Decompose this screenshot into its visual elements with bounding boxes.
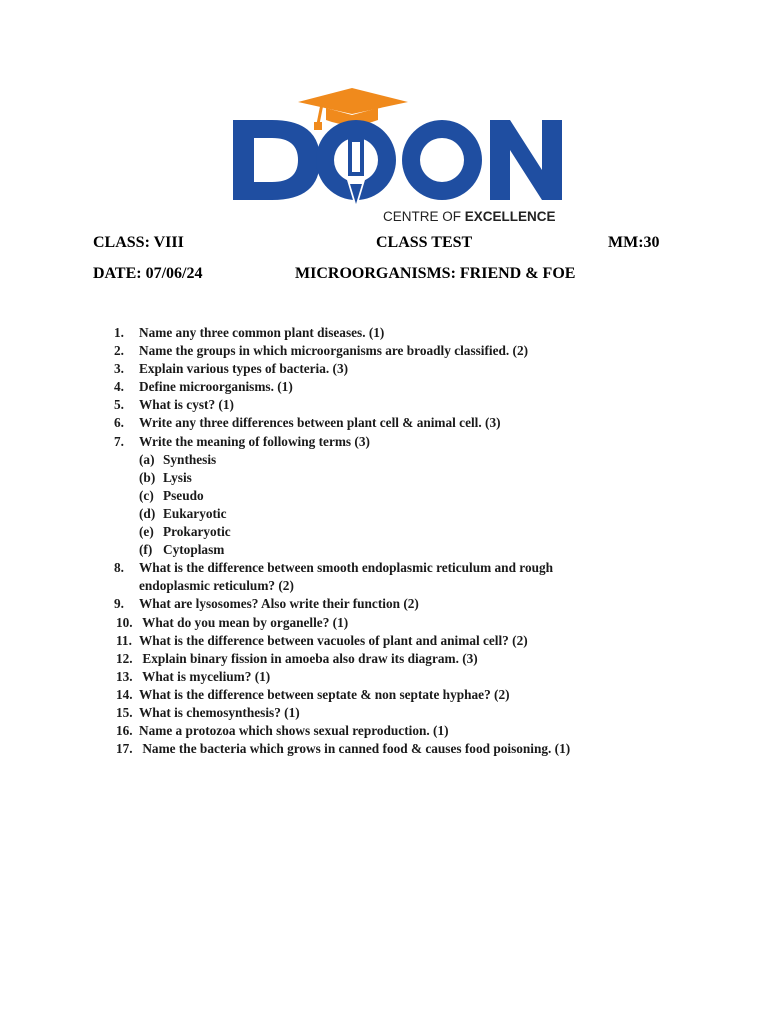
question-item	[110, 740, 670, 758]
question-number: 3.	[114, 361, 124, 377]
question-number: 11.	[116, 632, 132, 648]
question-number: 10.	[116, 614, 133, 630]
question-number: 13.	[116, 668, 133, 684]
question-number: 12.	[116, 650, 133, 666]
question-number: 1.	[114, 325, 124, 340]
subpart-text: Pseudo	[163, 487, 204, 503]
subpart-text: Lysis	[163, 469, 192, 485]
doon-logo	[228, 84, 568, 228]
subpart-label: (f)	[139, 542, 153, 558]
subpart-text: Eukaryotic	[163, 505, 227, 521]
question-number: 17.	[116, 741, 133, 757]
question-list	[110, 324, 670, 758]
test-label: CLASS TEST	[376, 234, 473, 251]
question-number: 15.	[116, 704, 133, 720]
question-item	[110, 378, 670, 396]
question-text: What is cyst? (1)	[139, 397, 234, 413]
question-item	[110, 704, 670, 722]
date-label: DATE: 07/06/24	[93, 265, 203, 282]
question-number: 8.	[114, 560, 124, 576]
subpart-label: (c)	[139, 487, 154, 503]
subpart-item	[139, 487, 670, 505]
question-item	[110, 632, 670, 650]
logo-tagline: CENTRE OF EXCELLENCE	[383, 209, 556, 224]
question-number: 14.	[116, 686, 133, 702]
question-text: Explain binary fission in amoeba also draw its diagram. (3)	[139, 650, 478, 666]
question-text: What is chemosynthesis? (1)	[139, 704, 300, 720]
question-number: 5.	[114, 397, 124, 413]
question-item	[110, 668, 670, 686]
question-text: What is the difference between smooth endoplasmic reticulum and rough	[139, 560, 554, 576]
subpart-item	[139, 469, 670, 487]
subpart-label: (d)	[139, 505, 156, 521]
question-text: Define microorganisms. (1)	[139, 379, 293, 395]
question-text: What is mycelium? (1)	[139, 668, 271, 684]
question-item	[110, 342, 670, 360]
question-item	[110, 433, 670, 560]
question-text: What are lysosomes? Also write their function (2)	[139, 596, 419, 612]
question-item	[110, 650, 670, 668]
question-number: 6.	[114, 415, 124, 431]
subpart-text: Prokaryotic	[163, 524, 231, 540]
question-item	[110, 414, 670, 432]
question-text: Explain various types of bacteria. (3)	[139, 361, 349, 377]
question-text: What is the difference between septate & non septate hyphae? (2)	[139, 686, 510, 702]
question-item	[110, 595, 670, 613]
subpart-list	[139, 451, 670, 560]
question-text: Write the meaning of following terms (3)	[139, 433, 370, 449]
question-item	[110, 360, 670, 378]
question-number: 9.	[114, 596, 124, 612]
question-text: What is the difference between vacuoles of plant and animal cell? (2)	[139, 632, 528, 648]
question-item	[110, 686, 670, 704]
subpart-item	[139, 505, 670, 523]
chapter-title: MICROORGANISMS: FRIEND & FOE	[295, 265, 576, 282]
question-text-continued: endoplasmic reticulum? (2)	[139, 578, 294, 594]
subpart-text: Synthesis	[163, 451, 217, 467]
question-number: 16.	[116, 723, 133, 739]
question-text: Name the groups in which microorganisms are broadly classified. (2)	[139, 343, 529, 359]
subpart-item	[139, 541, 670, 559]
question-number: 2.	[114, 343, 124, 359]
subpart-text: Cytoplasm	[163, 542, 225, 558]
question-number: 7.	[114, 433, 124, 449]
question-item	[110, 559, 670, 595]
question-text: Name a protozoa which shows sexual reproduction. (1)	[139, 723, 449, 739]
question-text: Name the bacteria which grows in canned food & causes food poisoning. (1)	[139, 741, 571, 757]
question-text: What do you mean by organelle? (1)	[139, 614, 349, 630]
question-number: 4.	[114, 379, 124, 395]
max-marks-label: MM:30	[608, 234, 660, 251]
question-item	[110, 722, 670, 740]
question-item	[110, 614, 670, 632]
question-text: Write any three differences between plant cell & animal cell. (3)	[139, 415, 501, 431]
question-item	[110, 324, 670, 342]
subpart-label: (e)	[139, 524, 154, 540]
question-text: Name any three common plant diseases. (1)	[139, 325, 385, 340]
subpart-label: (b)	[139, 469, 156, 485]
question-item	[110, 396, 670, 414]
subpart-item	[139, 451, 670, 469]
class-label: CLASS: VIII	[93, 234, 184, 251]
subpart-item	[139, 523, 670, 541]
subpart-label: (a)	[139, 451, 155, 467]
